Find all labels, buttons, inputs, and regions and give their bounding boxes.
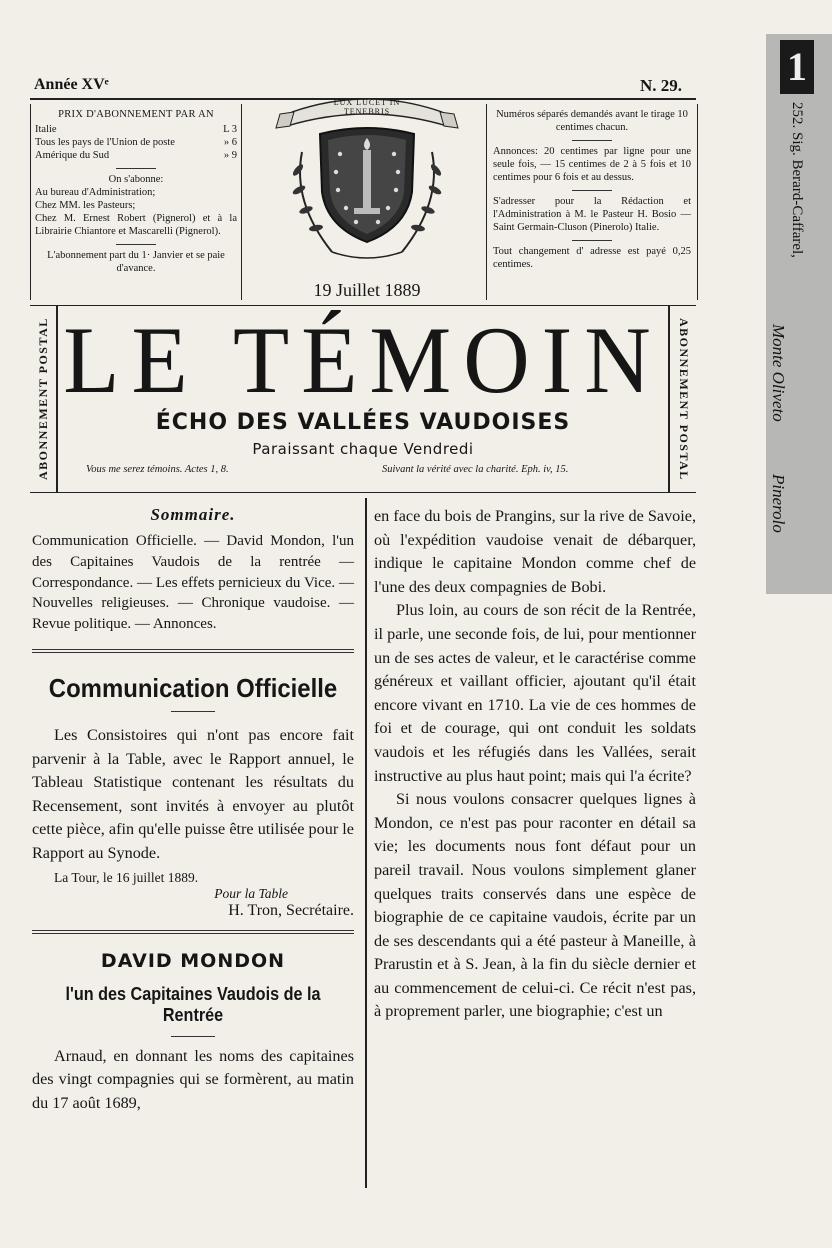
address-label bbox=[766, 34, 832, 594]
subscription-box bbox=[30, 104, 242, 300]
label-city: Pinerolo bbox=[769, 474, 788, 533]
issue-date: 19 Juillet 1889 bbox=[313, 280, 421, 300]
newspaper-tagline: Paraissant chaque Vendredi bbox=[252, 440, 474, 458]
divider bbox=[572, 140, 612, 141]
subscription-title: PRIX D'ABONNEMENT PAR AN bbox=[58, 109, 214, 120]
notice-annonces: Annonces: 20 centimes par ligne pour une seule fois, — 15 centimes de 2 à 5 fois et 10 centimes pour 6 fois et au dessus. bbox=[493, 146, 691, 183]
where-line: L'abonnement part du 1· Janvier et se paie d'avance. bbox=[47, 250, 225, 274]
where-line: Chez MM. les Pasteurs; bbox=[35, 200, 136, 211]
comm-for: Pour la Table bbox=[214, 885, 288, 901]
label-number: 1 bbox=[780, 40, 814, 94]
issue-number: N. 29. bbox=[640, 76, 683, 95]
column-divider bbox=[365, 498, 367, 1188]
price-row: Tous les pays de l'Union de poste » 6 bbox=[35, 137, 237, 148]
comm-title: Communication Officielle bbox=[48, 672, 338, 703]
double-rule bbox=[32, 649, 354, 653]
comm-text: Les Consistoires qui n'ont pas encore fait parvenir à la Table, avec le Rapport annuel, le Tableau Statistique contenant les résultats du Recensement, sont invités à envoyer au plutôt cette pièce, afin qu'elle puisse être utilisée pour le Rapport au Synode. bbox=[32, 725, 354, 862]
price-row: Amérique du Sud » 9 bbox=[35, 150, 237, 161]
notice-change: Tout changement d' adresse est payé 0,25 centimes. bbox=[493, 246, 691, 270]
masthead bbox=[30, 305, 696, 493]
article-paragraph: Si nous voulons consacrer quelques lignes à Mondon, ce n'est pas pour raconter en détail sa vie; les documents nous font défaut pour un pareil travail. Nous voulons simplement glaner quelques traits conservés dans une espèce de biographie de ce capitaine vaudois, écrite par un de ses descendants qui a été pasteur à Maneille, à Prarustin et à S. Jean, à la fin du siècle dernier et au commencement de celui-ci. Ce récit n'est pas, à proprement parler, une biographie; c'est un bbox=[374, 790, 696, 1021]
article-paragraph: en face du bois de Prangins, sur la rive de Savoie, où l'expédition vaudoise venait de débarquer, indique le capitaine Mondon comme chef de l'une des deux compagnies de Bobi. bbox=[374, 507, 696, 596]
right-column bbox=[374, 505, 696, 1024]
label-street: Monte Oliveto bbox=[769, 324, 788, 422]
masthead-divider-right bbox=[668, 306, 670, 492]
sommaire-text: Communication Officielle. — David Mondon, l'un des Capitaines Vaudois de la rentrée — Correspondance. — Les effets pernicieux du Vice. — Nouvelles religieuses. — Chronique vaudoise. — Revue politique. — Annonces. bbox=[32, 533, 354, 633]
article-title: DAVID MONDON bbox=[100, 949, 286, 972]
comm-date: La Tour, le 16 juillet 1889. bbox=[54, 869, 199, 885]
newspaper-title: LE TÉMOIN bbox=[63, 306, 663, 414]
divider bbox=[171, 1036, 215, 1037]
verse-right: Suivant la vérité avec la charité. Eph. iv, 15. bbox=[382, 464, 569, 475]
sommaire-title: Sommaire. bbox=[150, 505, 236, 524]
year-label: Année XVᵉ bbox=[34, 76, 109, 93]
comm-signature: H. Tron, Secrétaire. bbox=[228, 901, 354, 919]
divider bbox=[116, 168, 156, 169]
label-addressee: 252. Sig. Berard-Caffarel, bbox=[789, 102, 805, 258]
where-title: On s'abonne: bbox=[108, 174, 164, 185]
notice-numbers: Numéros séparés demandés avant le tirage 10 centimes chacun. bbox=[496, 109, 688, 133]
emblem-motto: LUX LUCET IN TENEBRIS bbox=[333, 98, 401, 116]
article-start: Arnaud, en donnant les noms des capitaines des vingt compagnies qui se formèrent, au matin du 17 août 1689, bbox=[32, 1046, 354, 1112]
article-paragraph: Plus loin, au cours de son récit de la Rentrée, il parle, une seconde fois, de lui, pour mentionner un de ses actes de valeur, et le caractérise comme généreux et vaillant officier, ajoutant qu'il était encore vivant en 1710. La vie de ces hommes de foi et de courage, qui ont conduit les soldats vaudois et les réfugiés dans les Vallées, serait instructive au plus haut point; mais qui l'a écrite? bbox=[374, 601, 696, 785]
left-column bbox=[32, 505, 354, 1115]
newspaper-subtitle: ÉCHO DES VALLÉES VAUDOISES bbox=[155, 410, 571, 435]
shield-emblem-icon bbox=[262, 92, 472, 272]
side-label-left: ABONNEMENT POSTAL bbox=[36, 317, 50, 481]
notice-address: S'adresser pour la Rédaction et l'Administration à M. le Pasteur H. Bosio — Saint Germain-Cluson (Pinerolo) Italie. bbox=[493, 196, 691, 233]
divider bbox=[572, 240, 612, 241]
divider bbox=[572, 190, 612, 191]
verse-left: Vous me serez témoins. Actes 1, 8. bbox=[86, 464, 229, 475]
price-row: Italie L 3 bbox=[35, 124, 237, 135]
where-line: Chez M. Ernest Robert (Pignerol) et à la Librairie Chiantore et Mascarelli (Pignerol). bbox=[35, 213, 237, 237]
divider bbox=[116, 244, 156, 245]
where-line: Au bureau d'Administration; bbox=[35, 187, 156, 198]
side-label-right: ABONNEMENT POSTAL bbox=[677, 317, 691, 481]
article-subtitle: l'un des Capitaines Vaudois de la Rentrée bbox=[65, 983, 321, 1025]
divider bbox=[171, 711, 215, 712]
emblem bbox=[262, 92, 472, 272]
notices-box bbox=[486, 104, 698, 300]
double-rule bbox=[32, 930, 354, 934]
